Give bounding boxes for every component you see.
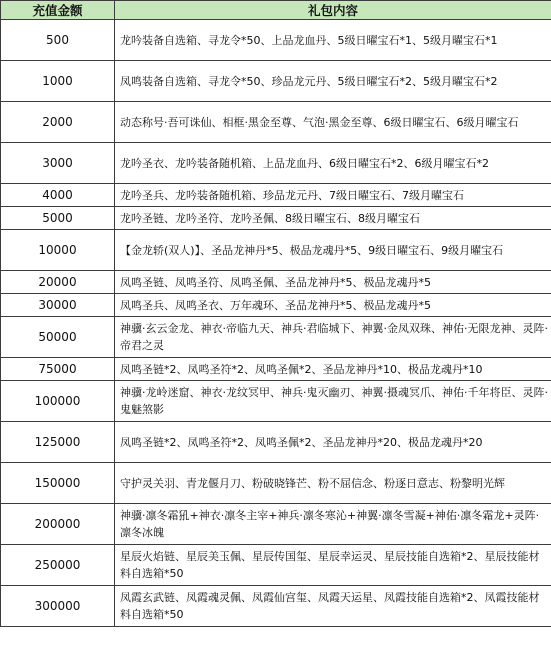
table-row (1, 184, 551, 207)
gift-content: 龙吟装备自选箱、寻龙令*50、上品龙血丹、5级日曜宝石*1、5级月曜宝石*1 (115, 20, 551, 61)
table-row (1, 271, 551, 294)
table-row (1, 317, 551, 358)
gift-content: 神骥·龙岭迷窟、神衣·龙纹冥甲、神兵·鬼灭幽刃、神翼·摄魂冥爪、神佑·千年将臣、灵阵·鬼魅煞影 (115, 381, 551, 422)
recharge-amount: 75000 (1, 358, 115, 381)
recharge-amount: 125000 (1, 422, 115, 463)
recharge-amount: 10000 (1, 230, 115, 271)
header-content: 礼包内容 (115, 1, 551, 20)
recharge-amount: 500 (1, 20, 115, 61)
table-row (1, 545, 551, 586)
table-row (1, 61, 551, 102)
recharge-amount: 150000 (1, 463, 115, 504)
table-row (1, 230, 551, 271)
recharge-amount: 3000 (1, 143, 115, 184)
gift-content: 龙吟圣衣、龙吟装备随机箱、上品龙血丹、6级日曜宝石*2、6级月曜宝石*2 (115, 143, 551, 184)
recharge-amount: 250000 (1, 545, 115, 586)
gift-content: 神骥·玄云金龙、神衣·帝临九天、神兵·君临城下、神翼·金凤双珠、神佑·无限龙神、灵阵·帝君之灵 (115, 317, 551, 358)
table-row (1, 586, 551, 627)
gift-content: 龙吟圣链、龙吟圣符、龙吟圣佩、8级日曜宝石、8级月曜宝石 (115, 207, 551, 230)
gift-content: 凤鸣圣链*2、凤鸣圣符*2、凤鸣圣佩*2、圣品龙神丹*10、极品龙魂丹*10 (115, 358, 551, 381)
recharge-amount: 4000 (1, 184, 115, 207)
table-row (1, 143, 551, 184)
recharge-amount: 50000 (1, 317, 115, 358)
table-row (1, 207, 551, 230)
recharge-amount: 5000 (1, 207, 115, 230)
gift-content: 龙吟圣兵、龙吟装备随机箱、珍品龙元丹、7级日曜宝石、7级月曜宝石 (115, 184, 551, 207)
recharge-amount: 1000 (1, 61, 115, 102)
recharge-amount: 20000 (1, 271, 115, 294)
table-row (1, 463, 551, 504)
gift-content: 守护灵关羽、青龙偃月刀、粉破晓锋芒、粉不屈信念、粉逐日意志、粉黎明光辉 (115, 463, 551, 504)
table-header-row (1, 1, 551, 20)
table-row (1, 358, 551, 381)
gift-content: 凤鸣圣兵、凤鸣圣衣、万年魂环、圣品龙神丹*5、极品龙魂丹*5 (115, 294, 551, 317)
gift-content: 凤鸣圣链*2、凤鸣圣符*2、凤鸣圣佩*2、圣品龙神丹*20、极品龙魂丹*20 (115, 422, 551, 463)
recharge-amount: 300000 (1, 586, 115, 627)
header-amount: 充值金额 (1, 1, 115, 20)
gift-content: 凤鸣装备自选箱、寻龙令*50、珍品龙元丹、5级日曜宝石*2、5级月曜宝石*2 (115, 61, 551, 102)
gift-content: 星辰火焰链、星辰美玉佩、星辰传国玺、星辰幸运灵、星辰技能自选箱*2、星辰技能材料自选箱*50 (115, 545, 551, 586)
table-row (1, 102, 551, 143)
recharge-amount: 200000 (1, 504, 115, 545)
gift-content: 动态称号·吾可诛仙、相框·黑金至尊、气泡·黑金至尊、6级日曜宝石、6级月曜宝石 (115, 102, 551, 143)
table-row (1, 381, 551, 422)
table-row (1, 20, 551, 61)
gift-content: 凤霞玄武链、凤霞魂灵佩、凤霞仙宫玺、凤霞天运星、凤霞技能自选箱*2、凤霞技能材料自选箱*50 (115, 586, 551, 627)
table-row (1, 294, 551, 317)
recharge-amount: 100000 (1, 381, 115, 422)
table-row (1, 504, 551, 545)
gift-content: 神骥·凛冬霜犼+神衣·凛冬主宰+神兵·凛冬寒沁+神翼·凛冬雪凝+神佑·凛冬霜龙+灵阵·凛冬冰魄 (115, 504, 551, 545)
gift-content: 凤鸣圣链、凤鸣圣符、凤鸣圣佩、圣品龙神丹*5、极品龙魂丹*5 (115, 271, 551, 294)
recharge-amount: 2000 (1, 102, 115, 143)
recharge-amount: 30000 (1, 294, 115, 317)
gift-content: 【金龙轿(双人)】、圣品龙神丹*5、极品龙魂丹*5、9级日曜宝石、9级月曜宝石 (115, 230, 551, 271)
table-row (1, 422, 551, 463)
